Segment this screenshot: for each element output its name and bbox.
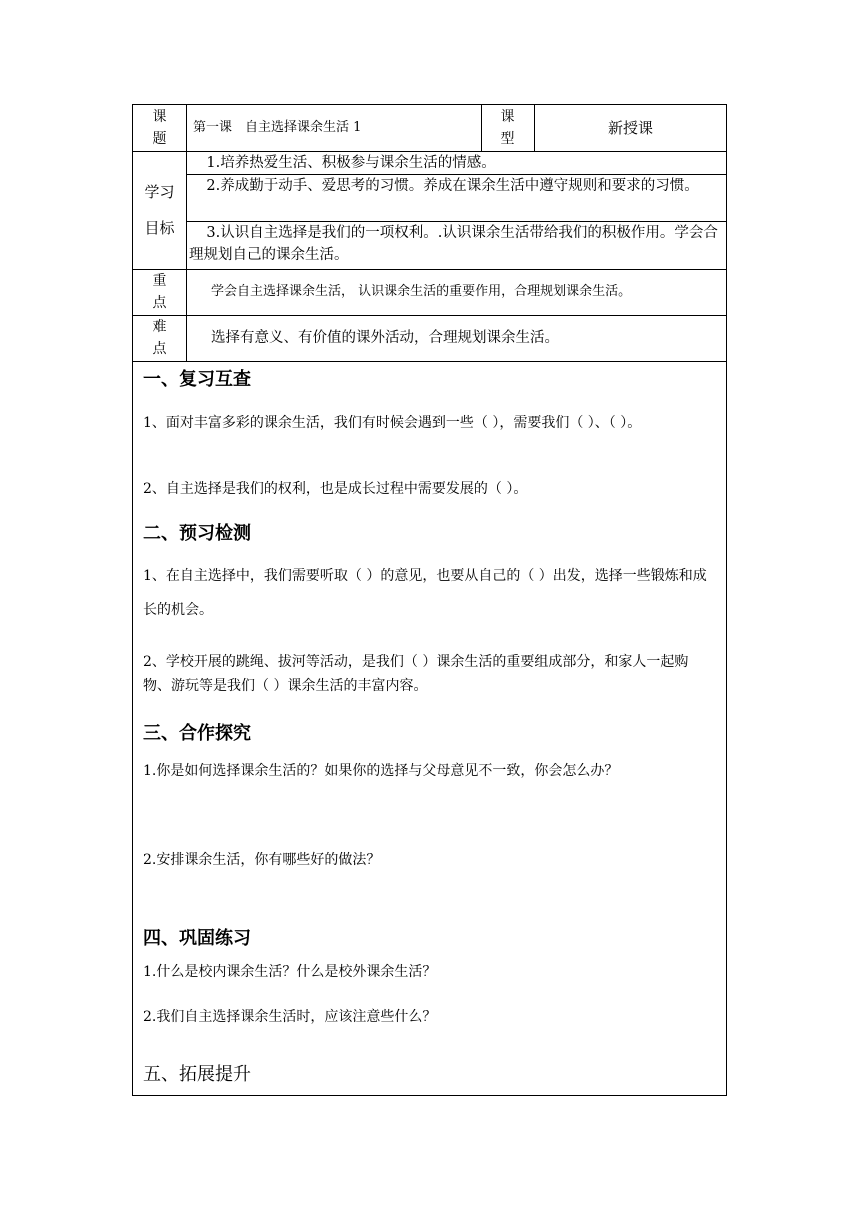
review-question: 1、面对丰富多彩的课余生活，我们有时候会遇到一些（ ），需要我们（ ）、（ ）。 (143, 415, 642, 431)
goal-item: 3.认识自主选择是我们的一项权利。.认识课余生活带给我们的积极作用。学会合理规划自己的课余生活。 (189, 225, 718, 263)
topic-value: 第一课 自主选择课余生活 1 (193, 120, 362, 135)
section-explore-title: 三、合作探究 (143, 723, 251, 744)
difficulty-text: 选择有意义、有价值的课外活动，合理规划课余生活。 (211, 330, 559, 346)
practice-question: 1.什么是校内课余生活？什么是校外课余生活？ (143, 964, 437, 980)
section-extend-title: 五、拓展提升 (143, 1064, 251, 1085)
goal-item: 2.养成勤于动手、爱思考的习惯。养成在课余生活中遵守规则和要求的习惯。 (206, 178, 699, 194)
goals-label: 学习 目标 (144, 183, 175, 237)
lesson-plan-sheet (132, 104, 727, 1096)
explore-question: 2.安排课余生活，你有哪些好的做法？ (143, 852, 381, 868)
row-divider (133, 315, 727, 316)
col-divider (186, 105, 187, 361)
review-question: 2、自主选择是我们的权利，也是成长过程中需要发展的（ ）。 (143, 481, 528, 497)
section-preview-title: 二、预习检测 (143, 523, 251, 544)
row-divider (133, 269, 727, 270)
topic-label: 课 题 (152, 109, 167, 147)
section-review-title: 一、复习互查 (143, 369, 251, 390)
difficulty-label: 难 点 (152, 319, 167, 357)
type-value: 新授课 (607, 119, 653, 137)
keypoint-label: 重 点 (152, 273, 167, 311)
preview-question: 2、学校开展的跳绳、拔河等活动，是我们（ ）课余生活的重要组成部分，和家人一起购物、游玩等是我们（ ）课余生活的丰富内容。 (143, 654, 689, 694)
row-divider (133, 361, 727, 362)
explore-question: 1.你是如何选择课余生活的？如果你的选择与父母意见不一致，你会怎么办？ (143, 763, 619, 779)
keypoint-text: 学会自主选择课余生活， 认识课余生活的重要作用，合理规划课余生活。 (211, 284, 632, 299)
goal-item: 1.培养热爱生活、积极参与课余生活的情感。 (206, 155, 496, 171)
section-practice-title: 四、巩固练习 (143, 928, 251, 949)
type-label: 课 型 (500, 109, 515, 147)
preview-question: 1、在自主选择中，我们需要听取（ ）的意见，也要从自己的（ ）出发，选择一些锻炼和成长的机会。 (143, 568, 707, 618)
practice-question: 2.我们自主选择课余生活时，应该注意些什么？ (143, 1009, 437, 1025)
